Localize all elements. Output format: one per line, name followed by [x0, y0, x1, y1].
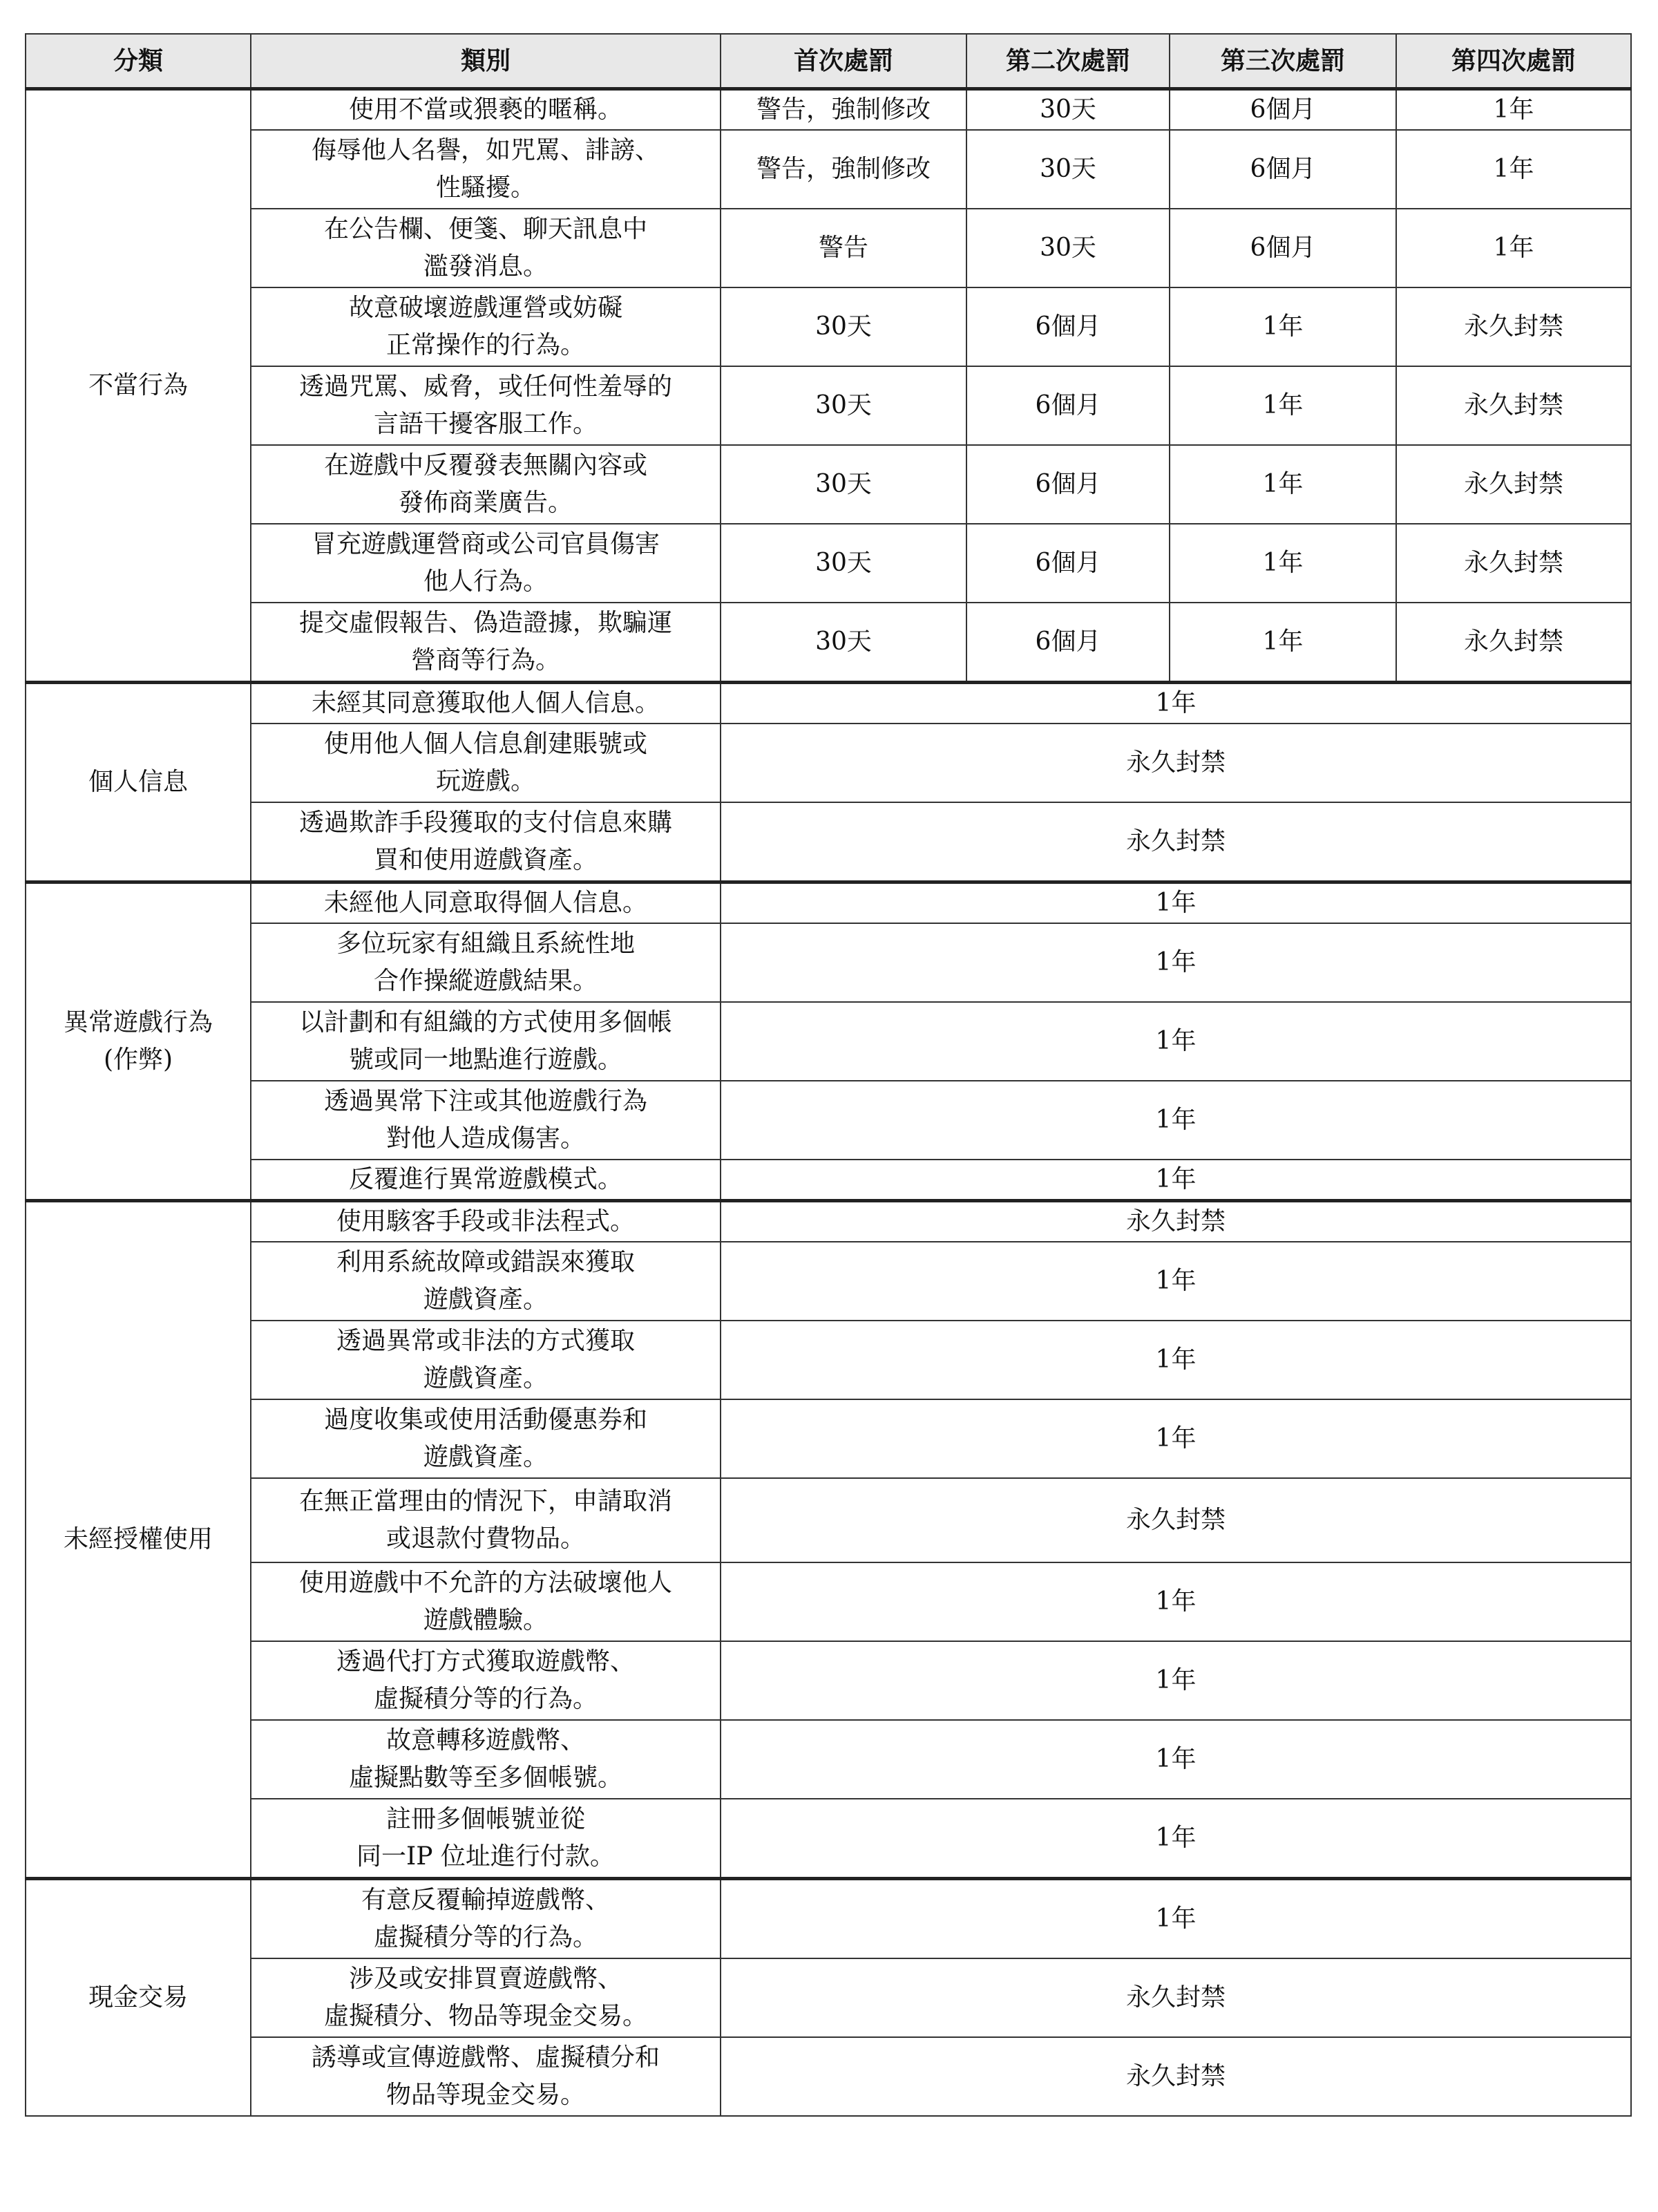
penalty-cell: 1年 [721, 1879, 1631, 1959]
category-cell: 現金交易 [26, 1879, 251, 2117]
type-cell: 利用系統故障或錯誤來獲取 遊戲資產。 [251, 1242, 721, 1321]
penalty-cell: 永久封禁 [721, 1201, 1631, 1242]
penalty-cell: 1年 [721, 923, 1631, 1002]
third-penalty-cell: 6個月 [1170, 89, 1396, 131]
type-cell: 使用駭客手段或非法程式。 [251, 1201, 721, 1242]
first-penalty-cell: 警告，強制修改 [721, 130, 966, 209]
penalty-cell: 1年 [721, 1641, 1631, 1720]
second-penalty-cell: 30天 [966, 89, 1170, 131]
type-cell: 在遊戲中反覆發表無關內容或 發佈商業廣告。 [251, 445, 721, 524]
table-row [26, 1958, 1631, 2037]
table-row [26, 1242, 1631, 1321]
penalty-cell: 1年 [721, 683, 1631, 724]
table-row [26, 89, 1631, 131]
penalty-cell: 永久封禁 [721, 1478, 1631, 1562]
first-penalty-cell: 30天 [721, 603, 966, 683]
table-row [26, 209, 1631, 287]
header-first-penalty: 首次處罰 [721, 34, 966, 89]
type-cell: 使用不當或猥褻的暱稱。 [251, 89, 721, 131]
table-row [26, 724, 1631, 802]
type-cell: 透過咒罵、威脅，或任何性羞辱的 言語干擾客服工作。 [251, 366, 721, 445]
first-penalty-cell: 30天 [721, 287, 966, 366]
type-cell: 反覆進行異常遊戲模式。 [251, 1160, 721, 1201]
penalty-cell: 永久封禁 [721, 2037, 1631, 2116]
type-cell: 透過代打方式獲取遊戲幣、 虛擬積分等的行為。 [251, 1641, 721, 1720]
table-row [26, 1562, 1631, 1641]
penalty-cell: 1年 [721, 882, 1631, 924]
second-penalty-cell: 6個月 [966, 366, 1170, 445]
second-penalty-cell: 30天 [966, 130, 1170, 209]
penalty-cell: 1年 [721, 1399, 1631, 1478]
first-penalty-cell: 警告，強制修改 [721, 89, 966, 131]
type-cell: 有意反覆輸掉遊戲幣、 虛擬積分等的行為。 [251, 1879, 721, 1959]
group-abnormal-play [26, 882, 1631, 1201]
group-personal-info [26, 683, 1631, 882]
group-unauthorized-use [26, 1201, 1631, 1879]
third-penalty-cell: 1年 [1170, 524, 1396, 603]
first-penalty-cell: 30天 [721, 445, 966, 524]
table-row [26, 1720, 1631, 1799]
table-row [26, 1160, 1631, 1201]
fourth-penalty-cell: 1年 [1396, 89, 1631, 131]
table-row [26, 1321, 1631, 1399]
first-penalty-cell: 30天 [721, 366, 966, 445]
penalty-cell: 永久封禁 [721, 1958, 1631, 2037]
table-row [26, 923, 1631, 1002]
third-penalty-cell: 1年 [1170, 603, 1396, 683]
type-cell: 冒充遊戲運營商或公司官員傷害 他人行為。 [251, 524, 721, 603]
type-cell: 故意轉移遊戲幣、 虛擬點數等至多個帳號。 [251, 1720, 721, 1799]
table-row [26, 524, 1631, 603]
type-cell: 提交虛假報告、偽造證據，欺騙運 營商等行為。 [251, 603, 721, 683]
table-row [26, 683, 1631, 724]
table-row [26, 2037, 1631, 2116]
type-cell: 涉及或安排買賣遊戲幣、 虛擬積分、物品等現金交易。 [251, 1958, 721, 2037]
header-row [26, 34, 1631, 89]
second-penalty-cell: 6個月 [966, 603, 1170, 683]
type-cell: 在公告欄、便箋、聊天訊息中 濫發消息。 [251, 209, 721, 287]
category-cell: 未經授權使用 [26, 1201, 251, 1879]
type-cell: 以計劃和有組織的方式使用多個帳 號或同一地點進行遊戲。 [251, 1002, 721, 1081]
table-row [26, 1879, 1631, 1959]
penalty-cell: 1年 [721, 1002, 1631, 1081]
third-penalty-cell: 1年 [1170, 287, 1396, 366]
header-type: 類別 [251, 34, 721, 89]
second-penalty-cell: 30天 [966, 209, 1170, 287]
type-cell: 未經其同意獲取他人個人信息。 [251, 683, 721, 724]
table-row [26, 1478, 1631, 1562]
third-penalty-cell: 1年 [1170, 445, 1396, 524]
table-row [26, 1641, 1631, 1720]
category-cell: 不當行為 [26, 89, 251, 683]
penalty-cell: 永久封禁 [721, 724, 1631, 802]
table-row [26, 882, 1631, 924]
fourth-penalty-cell: 永久封禁 [1396, 524, 1631, 603]
header-second-penalty: 第二次處罰 [966, 34, 1170, 89]
group-cash-trade [26, 1879, 1631, 2117]
fourth-penalty-cell: 1年 [1396, 130, 1631, 209]
type-cell: 未經他人同意取得個人信息。 [251, 882, 721, 924]
penalty-cell: 1年 [721, 1799, 1631, 1879]
third-penalty-cell: 1年 [1170, 366, 1396, 445]
third-penalty-cell: 6個月 [1170, 209, 1396, 287]
type-cell: 在無正當理由的情況下，申請取消 或退款付費物品。 [251, 1478, 721, 1562]
penalty-cell: 1年 [721, 1720, 1631, 1799]
header-third-penalty: 第三次處罰 [1170, 34, 1396, 89]
type-cell: 透過異常下注或其他遊戲行為 對他人造成傷害。 [251, 1081, 721, 1160]
fourth-penalty-cell: 1年 [1396, 209, 1631, 287]
type-cell: 註冊多個帳號並從 同一IP 位址進行付款。 [251, 1799, 721, 1879]
penalty-cell: 1年 [721, 1562, 1631, 1641]
table-row [26, 287, 1631, 366]
second-penalty-cell: 6個月 [966, 287, 1170, 366]
type-cell: 侮辱他人名譽，如咒罵、誹謗、 性騷擾。 [251, 130, 721, 209]
header-category: 分類 [26, 34, 251, 89]
fourth-penalty-cell: 永久封禁 [1396, 445, 1631, 524]
penalty-cell: 永久封禁 [721, 802, 1631, 882]
penalty-cell: 1年 [721, 1160, 1631, 1201]
table-row [26, 130, 1631, 209]
first-penalty-cell: 警告 [721, 209, 966, 287]
second-penalty-cell: 6個月 [966, 524, 1170, 603]
first-penalty-cell: 30天 [721, 524, 966, 603]
table-row [26, 366, 1631, 445]
type-cell: 透過異常或非法的方式獲取 遊戲資產。 [251, 1321, 721, 1399]
group-misconduct [26, 89, 1631, 683]
table-row [26, 603, 1631, 683]
penalty-cell: 1年 [721, 1242, 1631, 1321]
type-cell: 誘導或宣傳遊戲幣、虛擬積分和 物品等現金交易。 [251, 2037, 721, 2116]
second-penalty-cell: 6個月 [966, 445, 1170, 524]
type-cell: 過度收集或使用活動優惠券和 遊戲資產。 [251, 1399, 721, 1478]
table-row [26, 1002, 1631, 1081]
penalty-cell: 1年 [721, 1081, 1631, 1160]
penalty-table [25, 33, 1632, 2117]
table-row [26, 1201, 1631, 1242]
type-cell: 故意破壞遊戲運營或妨礙 正常操作的行為。 [251, 287, 721, 366]
table-row [26, 445, 1631, 524]
type-cell: 使用遊戲中不允許的方法破壞他人 遊戲體驗。 [251, 1562, 721, 1641]
penalty-cell: 1年 [721, 1321, 1631, 1399]
category-cell: 異常遊戲行為 (作弊) [26, 882, 251, 1201]
header-fourth-penalty: 第四次處罰 [1396, 34, 1631, 89]
fourth-penalty-cell: 永久封禁 [1396, 366, 1631, 445]
type-cell: 多位玩家有組織且系統性地 合作操縱遊戲結果。 [251, 923, 721, 1002]
table-row [26, 1799, 1631, 1879]
table-row [26, 1399, 1631, 1478]
third-penalty-cell: 6個月 [1170, 130, 1396, 209]
fourth-penalty-cell: 永久封禁 [1396, 287, 1631, 366]
category-cell: 個人信息 [26, 683, 251, 882]
type-cell: 透過欺詐手段獲取的支付信息來購 買和使用遊戲資產。 [251, 802, 721, 882]
type-cell: 使用他人個人信息創建賬號或 玩遊戲。 [251, 724, 721, 802]
fourth-penalty-cell: 永久封禁 [1396, 603, 1631, 683]
table-row [26, 1081, 1631, 1160]
table-row [26, 802, 1631, 882]
